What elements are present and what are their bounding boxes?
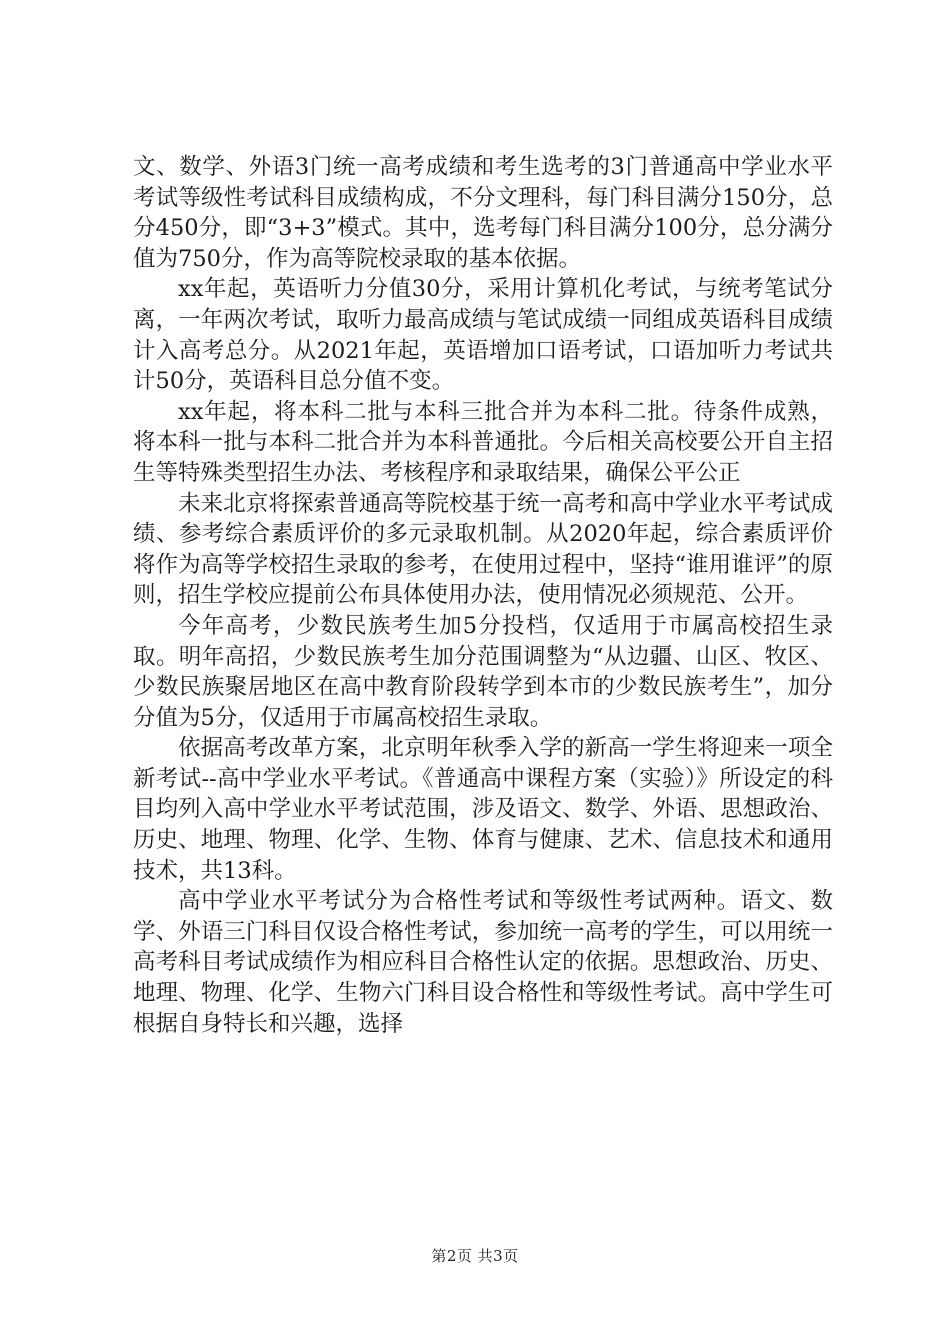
page-number-footer: 第2页 共3页: [431, 1247, 519, 1265]
paragraph-3: xx年起，将本科二批与本科三批合并为本科二批。待条件成熟，将本科一批与本科二批合并为本科普通批。今后相关高校要公开自主招生等特殊类型招生办法、考核程序和录取结果，确保公平公正: [133, 398, 833, 486]
paragraph-7: 高中学业水平考试分为合格性考试和等级性考试两种。语文、数学、外语三门科目仅设合格性考试，参加统一高考的学生，可以用统一高考科目考试成绩作为相应科目合格性认定的依据。思想政治、历史、地理、物理、化学、生物六门科目设合格性和等级性考试。高中学生可根据自身特长和兴趣，选择: [133, 888, 833, 1037]
paragraph-6: 依据高考改革方案，北京明年秋季入学的新高一学生将迎来一项全新考试--高中学业水平考试。《普通高中课程方案（实验）》所设定的科目均列入高中学业水平考试范围，涉及语文、数学、外语、思想政治、历史、地理、物理、化学、生物、体育与健康、艺术、信息技术和通用技术，共13科。: [133, 735, 833, 884]
paragraph-2: xx年起，英语听力分值30分，采用计算机化考试，与统考笔试分离，一年两次考试，取听力最高成绩与笔试成绩一同组成英语科目成绩计入高考总分。从2021年起，英语增加口语考试，口语加听力考试共计50分，英语科目总分值不变。: [133, 276, 833, 395]
paragraph-4: 未来北京将探索普通高等院校基于统一高考和高中学业水平考试成绩、参考综合素质评价的多元录取机制。从2020年起，综合素质评价将作为高等学校招生录取的参考，在使用过程中，坚持“谁用谁评”的原则，招生学校应提前公布具体使用办法，使用情况必须规范、公开。: [133, 490, 833, 609]
paragraph-5: 今年高考，少数民族考生加5分投档，仅适用于市属高校招生录取。明年高招，少数民族考生加分范围调整为“从边疆、山区、牧区、少数民族聚居地区在高中教育阶段转学到本市的少数民族考生”，加分分值为5分，仅适用于市属高校招生录取。: [133, 612, 833, 731]
paragraph-1: 文、数学、外语3门统一高考成绩和考生选考的3门普通高中学业水平考试等级性考试科目成绩构成，不分文理科，每门科目满分150分，总分450分，即“3+3”模式。其中，选考每门科目满分100分，总分满分值为750分，作为高等院校录取的基本依据。: [133, 154, 833, 272]
document-body: [133, 152, 833, 1039]
